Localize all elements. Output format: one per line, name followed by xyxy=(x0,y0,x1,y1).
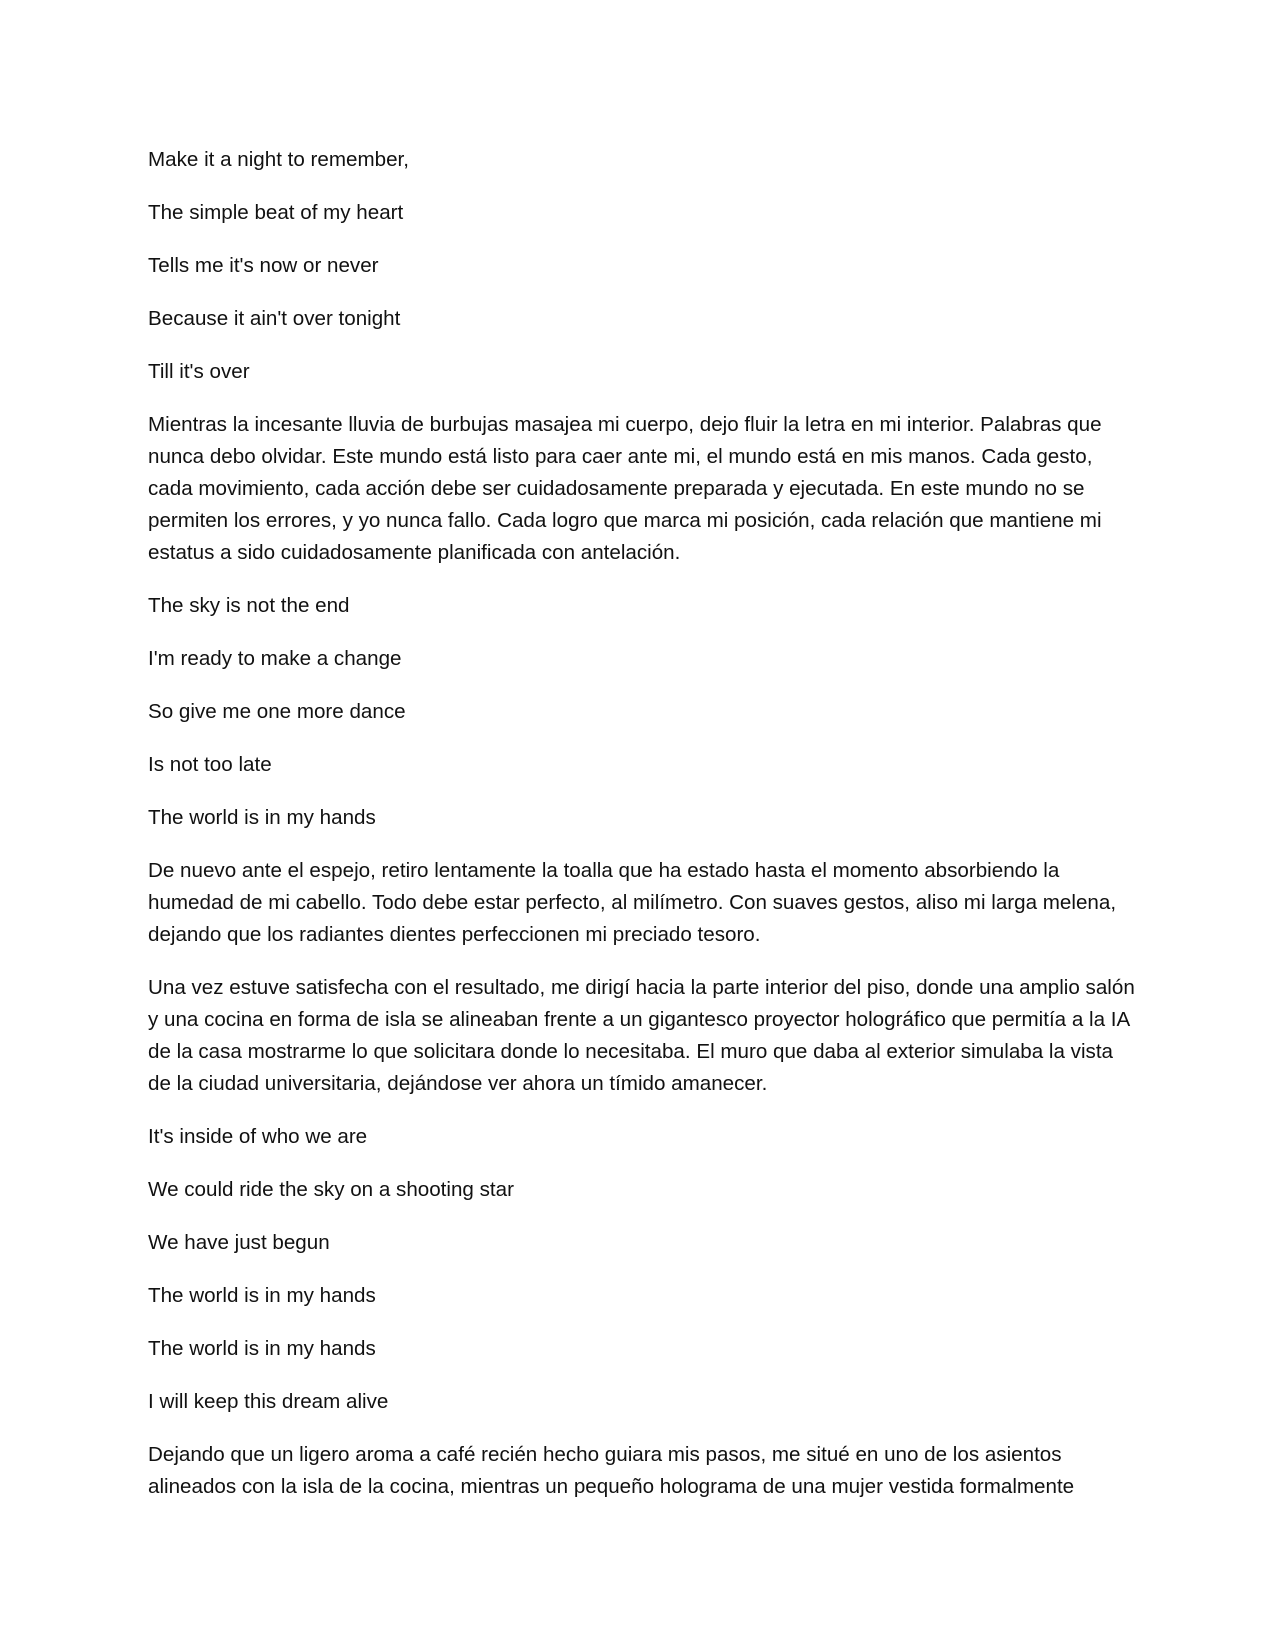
lyric-line: The sky is not the end xyxy=(148,594,350,617)
lyric-line: The world is in my hands xyxy=(148,806,376,829)
lyric-line: We could ride the sky on a shooting star xyxy=(148,1178,514,1201)
prose-paragraph: Una vez estuve satisfecha con el resultado, me dirigí hacia la parte interior del piso, donde una amplio salón y una cocina en forma de isla se alineaban frente a un gigantesco proyector holográfico que permitía a la IA de la casa mostrarme lo que solicitara donde lo necesitaba. El muro que daba al exterior simulaba la vista de la ciudad universitaria, dejándose ver ahora un tímido amanecer. xyxy=(148,976,1135,1095)
lyric-line: Is not too late xyxy=(148,753,272,776)
lyric-line: Because it ain't over tonight xyxy=(148,307,401,330)
document-body xyxy=(148,144,1138,1524)
lyric-line: Make it a night to remember, xyxy=(148,148,409,171)
lyric-line: The world is in my hands xyxy=(148,1337,376,1360)
prose-paragraph: Mientras la incesante lluvia de burbujas masajea mi cuerpo, dejo fluir la letra en mi interior. Palabras que nunca debo olvidar. Este mundo está listo para caer ante mi, el mundo está en mis manos. Cada gesto, cada movimiento, cada acción debe ser cuidadosamente preparada y ejecutada. En este mundo no se permiten los errores, y yo nunca fallo. Cada logro que marca mi posición, cada relación que mantiene mi estatus a sido cuidadosamente planificada con antelación. xyxy=(148,413,1102,564)
lyric-line: Tells me it's now or never xyxy=(148,254,379,277)
lyric-line: Till it's over xyxy=(148,360,250,383)
lyric-line: It's inside of who we are xyxy=(148,1125,368,1148)
lyric-line: We have just begun xyxy=(148,1231,330,1254)
lyric-line: So give me one more dance xyxy=(148,700,406,723)
lyric-line: I'm ready to make a change xyxy=(148,647,402,670)
prose-paragraph: De nuevo ante el espejo, retiro lentamente la toalla que ha estado hasta el momento absorbiendo la humedad de mi cabello. Todo debe estar perfecto, al milímetro. Con suaves gestos, aliso mi larga melena, dejando que los radiantes dientes perfeccionen mi preciado tesoro. xyxy=(148,859,1117,946)
lyric-line: I will keep this dream alive xyxy=(148,1390,389,1413)
lyric-line: The world is in my hands xyxy=(148,1284,376,1307)
prose-paragraph: Dejando que un ligero aroma a café recién hecho guiara mis pasos, me situé en uno de los asientos alineados con la isla de la cocina, mientras un pequeño holograma de una mujer vestida formalmente xyxy=(148,1443,1075,1498)
lyric-line: The simple beat of my heart xyxy=(148,201,404,224)
